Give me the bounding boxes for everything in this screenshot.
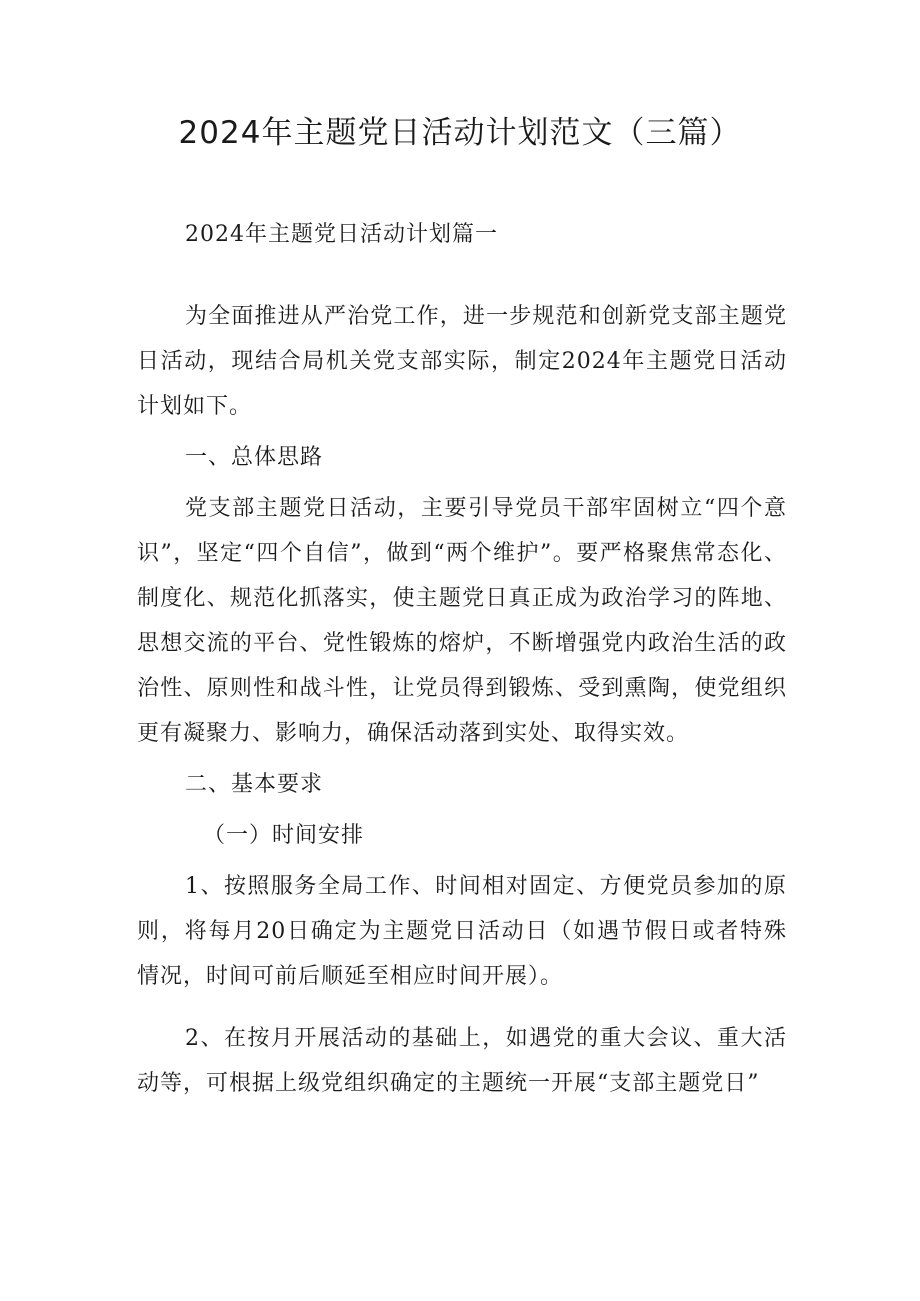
overall-approach-paragraph: 党支部主题党日活动，主要引导党员干部牢固树立“四个意识”，坚定“四个自信”，做到“两个维护”。要严格聚焦常态化、制度化、规范化抓落实，使主题党日真正成为政治学习的阵地、思想交流的平台、党性锻炼的熔炉，不断增强党内政治生活的政治性、原则性和战斗性，让党员得到锻炼、受到熏陶，使党组织更有凝聚力、影响力，确保活动落到实处、取得实效。 xyxy=(137,496,787,746)
time-arrangement-item-1: 1、按照服务全局工作、时间相对固定、方便党员参加的原则，将每月20日确定为主题党日活动日（如遇节假日或者特殊情况，时间可前后顺延至相应时间开展）。 xyxy=(137,874,787,989)
heading-overall-approach: 一、总体思路 xyxy=(185,445,324,470)
heading-time-arrangement: （一）时间安排 xyxy=(203,823,365,848)
heading-basic-requirements: 二、基本要求 xyxy=(185,772,324,797)
section-heading-part-one: 2024年主题党日活动计划篇一 xyxy=(185,222,498,247)
document-body xyxy=(137,212,787,1106)
document-title: 2024年主题党日活动计划范文（三篇） xyxy=(178,115,742,151)
time-arrangement-item-2: 2、在按月开展活动的基础上，如遇党的重大会议、重大活动等，可根据上级党组织确定的主题统一开展“支部主题党日” xyxy=(137,1026,787,1096)
intro-paragraph: 为全面推进从严治党工作，进一步规范和创新党支部主题党日活动，现结合局机关党支部实际，制定2024年主题党日活动计划如下。 xyxy=(137,304,787,419)
